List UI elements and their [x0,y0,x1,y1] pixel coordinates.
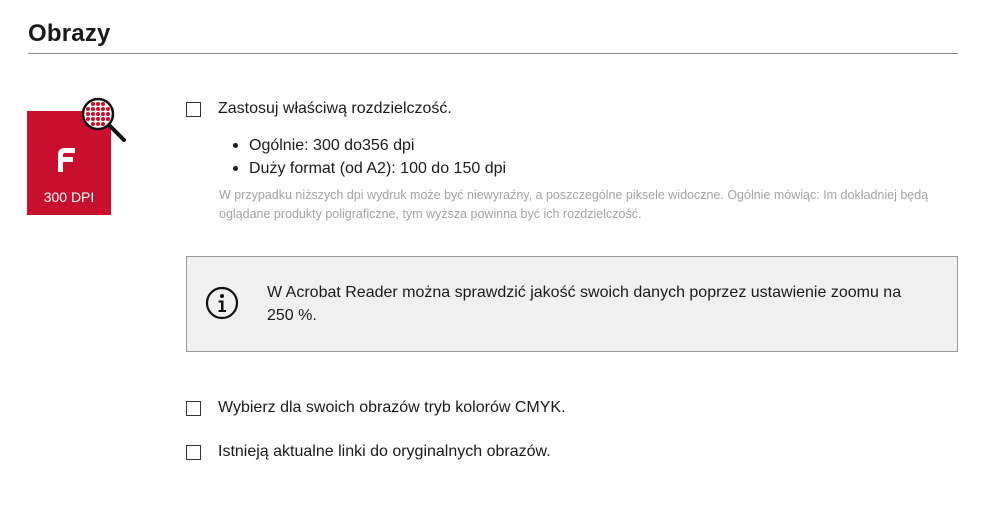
magnifier-dot [91,112,95,116]
checklist-label: Istnieją aktualne linki do oryginalnych obrazów. [218,443,551,460]
checkbox[interactable] [186,102,201,117]
magnifier-dot [86,107,90,111]
magnifier-dot [91,107,95,111]
checkbox[interactable] [186,445,201,460]
brand-f-logo-icon [55,145,77,173]
list-item: Ogólnie: 300 do356 dpi [233,134,506,157]
title-divider [28,53,958,54]
checklist-label: Zastosuj właściwą rozdzielczość. [218,100,452,117]
magnifier-dot [86,112,90,116]
magnifier-dot [101,107,105,111]
checklist-item-resolution[interactable] [186,100,452,118]
magnifier-dot [86,117,90,121]
magnifier-dot [106,117,110,121]
magnifier-dot [106,107,110,111]
magnifier-dot [96,122,100,126]
list-item: Duży format (od A2): 100 do 150 dpi [233,157,506,180]
magnifier-dot [101,102,105,106]
magnifier-dot [91,102,95,106]
magnifier-dot [96,102,100,106]
magnifier-dot [101,112,105,116]
magnifier-dot [106,112,110,116]
magnifier-dot [96,112,100,116]
magnifier-dot [96,117,100,121]
resolution-list [233,134,506,180]
checkbox[interactable] [186,401,201,416]
info-box [186,256,958,352]
resolution-note: W przypadku niższych dpi wydruk może być niewyraźny, a poszczególne piksele widoczne. Ogólnie mówiąc: Im dokładniej będą oglądane produkty poligraficzne, tym wyższa powinna być ich rozdzielczość. [219,188,929,221]
magnifier-dots-icon [80,96,128,144]
magnifier-dot [96,107,100,111]
checklist-label: Wybierz dla swoich obrazów tryb kolorów CMYK. [218,399,566,416]
magnifier-dot [91,122,95,126]
info-text: W Acrobat Reader można sprawdzić jakość swoich danych poprzez ustawienie zoomu na 250 %. [267,284,902,324]
magnifier-dot [101,117,105,121]
badge-label: 300 DPI [43,189,95,205]
magnifier-dot [91,117,95,121]
info-circle-icon [205,286,239,320]
magnifier-dot [101,122,105,126]
checklist-item-links[interactable] [186,443,551,461]
section-title: Obrazy [28,20,111,47]
checklist-item-cmyk[interactable] [186,399,566,417]
